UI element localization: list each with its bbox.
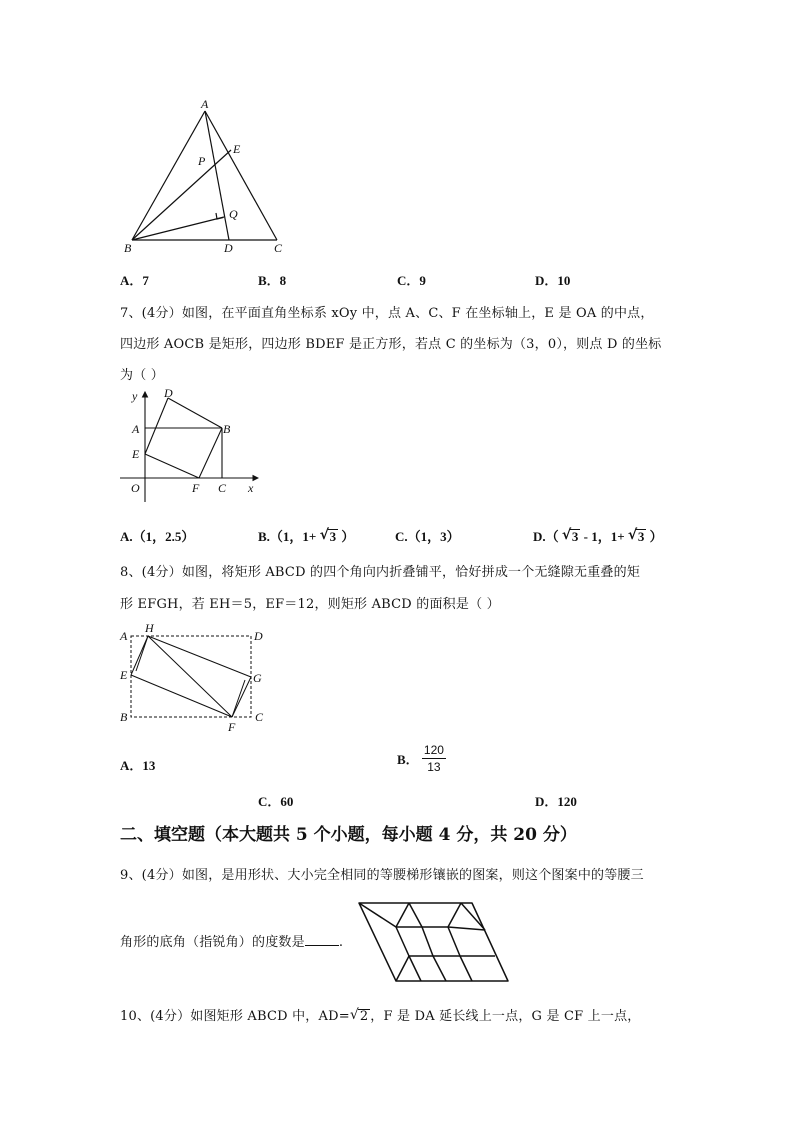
section-title: 二、填空题（本大题共 5 个小题，每小题 4 分，共 20 分） bbox=[120, 825, 577, 845]
label-H: H bbox=[145, 621, 154, 635]
label-C: C bbox=[274, 241, 283, 255]
label-F: F bbox=[192, 481, 200, 495]
label-D: D bbox=[254, 629, 263, 643]
label-E: E bbox=[132, 447, 140, 461]
figure-q9-trapezoid-tiling bbox=[352, 900, 514, 986]
figure-q6-triangle bbox=[118, 95, 298, 255]
fraction-120-13: $\frac{120}{13}$ bbox=[423, 743, 444, 774]
q8-option-b: B． $\frac{120}{13}$ bbox=[397, 743, 444, 774]
label-B: B bbox=[223, 422, 231, 436]
label-B: B bbox=[124, 241, 132, 255]
q8-line-2: 形 EFGH，若 EH＝5，EF＝12，则矩形 ABCD 的面积是（ ） bbox=[120, 597, 500, 612]
label-D: D bbox=[164, 386, 173, 400]
q8-option-d: D．120 bbox=[535, 794, 577, 809]
label-A: A bbox=[132, 422, 140, 436]
q7-line-1: 7、(4分）如图，在平面直角坐标系 xOy 中，点 A、C、F 在坐标轴上，E 是 OA 的中点， bbox=[120, 306, 654, 321]
sqrt-3: √ 3 bbox=[319, 527, 337, 544]
q7-option-d: D.（ √ 3 - 1，1+ √ 3 ） bbox=[533, 527, 663, 544]
answer-blank bbox=[305, 933, 339, 946]
q8-line-1: 8、(4分）如图，将矩形 ABCD 的四个角向内折叠铺平，恰好拼成一个无缝隙无重叠的矩 bbox=[120, 565, 641, 580]
label-A: A bbox=[120, 629, 128, 643]
figure-q7-coordinate bbox=[118, 386, 268, 504]
sqrt-2: √ 2 bbox=[349, 1007, 369, 1024]
q9-line-1: 9、(4分）如图，是用形状、大小完全相同的等腰梯形镶嵌的图案，则这个图案中的等腰三 bbox=[120, 868, 644, 883]
label-P: P bbox=[198, 154, 206, 168]
q8-option-c: C．60 bbox=[258, 794, 294, 809]
label-E: E bbox=[233, 142, 241, 156]
label-C: C bbox=[218, 481, 227, 495]
label-D: D bbox=[224, 241, 233, 255]
q6-option-c: C．9 bbox=[397, 273, 426, 288]
q8-option-a: A．13 bbox=[120, 758, 156, 773]
label-A: A bbox=[201, 97, 209, 111]
label-B: B bbox=[120, 710, 128, 724]
label-F: F bbox=[228, 720, 236, 734]
sqrt-3: √ 3 bbox=[561, 527, 579, 544]
sqrt-3: √ 3 bbox=[627, 527, 645, 544]
q10-line-1: 10、(4分）如图矩形 ABCD 中，AD= √ 2 ，F 是 DA 延长线上一点，G 是 CF 上一点， bbox=[120, 1007, 641, 1024]
label-Q: Q bbox=[229, 207, 238, 221]
q7-line-3: 为（ ） bbox=[120, 368, 164, 383]
q9-line-2: 角形的底角（指锐角）的度数是 . bbox=[120, 935, 344, 950]
q6-option-a: A．7 bbox=[120, 273, 149, 288]
q7-line-2: 四边形 AOCB 是矩形，四边形 BDEF 是正方形，若点 C 的坐标为（3，0），则点 D 的坐标 bbox=[120, 337, 662, 352]
label-G: G bbox=[253, 671, 262, 685]
q6-option-d: D．10 bbox=[535, 273, 571, 288]
q7-option-c: C.（1，3） bbox=[395, 529, 460, 544]
q6-option-b: B．8 bbox=[258, 273, 287, 288]
q7-option-a: A.（1，2.5） bbox=[120, 529, 195, 544]
label-x: x bbox=[248, 481, 254, 495]
q7-option-b: B.（1，1+ √ 3 ） bbox=[258, 527, 355, 544]
figure-q8-rectangle bbox=[118, 620, 270, 738]
label-C: C bbox=[255, 710, 264, 724]
label-O: O bbox=[131, 481, 140, 495]
label-y: y bbox=[132, 389, 138, 403]
label-E: E bbox=[120, 668, 128, 682]
